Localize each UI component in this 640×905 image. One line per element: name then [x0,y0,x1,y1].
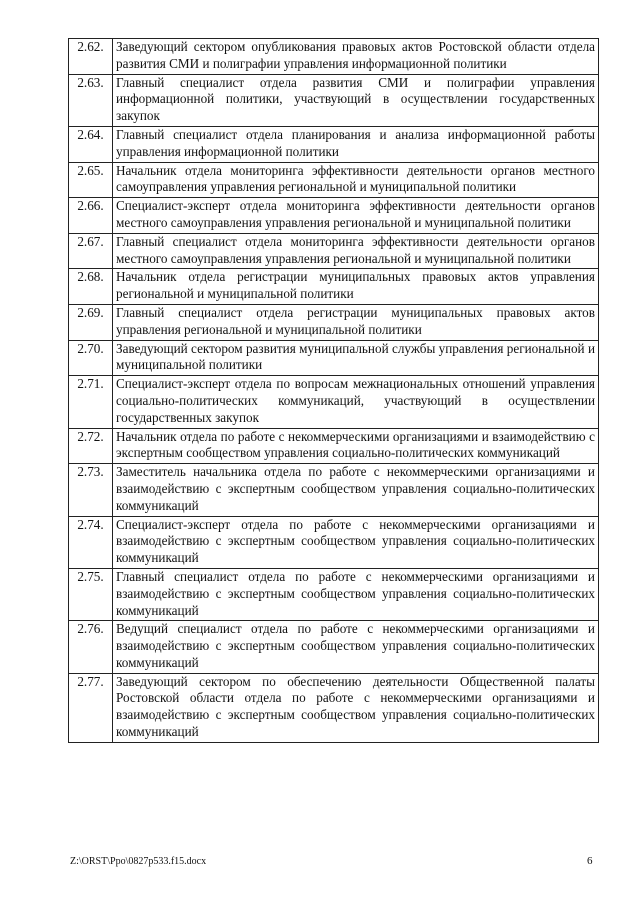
table-row [69,198,599,234]
table-row [69,673,599,742]
row-number: 2.67. [69,233,113,269]
row-position-title: Главный специалист отдела мониторинга эффективности деятельности органов местного самоуправления управления региональной и муниципальной политики [113,233,599,269]
table-row [69,74,599,126]
row-position-title: Главный специалист отдела развития СМИ и полиграфии управления информационной политики, участвующий в осуществлении государственных закупок [113,74,599,126]
table-row [69,162,599,198]
row-number: 2.63. [69,74,113,126]
row-position-title: Начальник отдела регистрации муниципальных правовых актов управления региональной и муниципальной политики [113,269,599,305]
row-number: 2.73. [69,464,113,516]
table-row [69,304,599,340]
row-number: 2.64. [69,126,113,162]
row-number: 2.62. [69,39,113,75]
row-number: 2.66. [69,198,113,234]
positions-table [68,38,599,743]
table-row [69,464,599,516]
row-number: 2.76. [69,621,113,673]
row-position-title: Ведущий специалист отдела по работе с некоммерческими организациями и взаимодействию с экспертным сообществом управления социально-политических коммуникаций [113,621,599,673]
footer-page-number: 6 [587,855,593,867]
table-row [69,269,599,305]
table-row [69,621,599,673]
row-position-title: Главный специалист отдела по работе с некоммерческими организациями и взаимодействию с экспертным сообществом управления социально-политических коммуникаций [113,568,599,620]
row-position-title: Заведующий сектором по обеспечению деятельности Общественной палаты Ростовской области отдела по работе с некоммерческими организациями и взаимодействию с экспертным сообществом управления социально-политических коммуникаций [113,673,599,742]
row-number: 2.72. [69,428,113,464]
table-row [69,516,599,568]
table-row [69,233,599,269]
row-position-title: Заместитель начальника отдела по работе с некоммерческими организациями и взаимодействию с экспертным сообществом управления социально-политических коммуникаций [113,464,599,516]
row-position-title: Главный специалист отдела планирования и анализа информационной работы управления информационной политики [113,126,599,162]
row-position-title: Заведующий сектором опубликования правовых актов Ростовской области отдела развития СМИ и полиграфии управления информационной политики [113,39,599,75]
row-position-title: Специалист-эксперт отдела мониторинга эффективности деятельности органов местного самоуправления управления региональной и муниципальной политики [113,198,599,234]
row-number: 2.77. [69,673,113,742]
row-position-title: Начальник отдела по работе с некоммерческими организациями и взаимодействию с экспертным сообществом управления социально-политических коммуникаций [113,428,599,464]
table-row [69,39,599,75]
positions-table-body [69,39,599,743]
row-number: 2.69. [69,304,113,340]
row-position-title: Начальник отдела мониторинга эффективности деятельности органов местного самоуправления управления региональной и муниципальной политики [113,162,599,198]
table-row [69,376,599,428]
table-row [69,428,599,464]
row-position-title: Главный специалист отдела регистрации муниципальных правовых актов управления региональной и муниципальной политики [113,304,599,340]
row-number: 2.75. [69,568,113,620]
row-position-title: Заведующий сектором развития муниципальной службы управления региональной и муниципальной политики [113,340,599,376]
row-position-title: Специалист-эксперт отдела по вопросам межнациональных отношений управления социально-политических коммуникаций, участвующий в осуществлении государственных закупок [113,376,599,428]
row-number: 2.70. [69,340,113,376]
footer-file-path: Z:\ORST\Ppo\0827p533.f15.docx [70,856,207,867]
table-row [69,340,599,376]
table-row [69,568,599,620]
table-row [69,126,599,162]
row-number: 2.71. [69,376,113,428]
row-number: 2.68. [69,269,113,305]
row-position-title: Специалист-эксперт отдела по работе с некоммерческими организациями и взаимодействию с экспертным сообществом управления социально-политических коммуникаций [113,516,599,568]
row-number: 2.65. [69,162,113,198]
row-number: 2.74. [69,516,113,568]
